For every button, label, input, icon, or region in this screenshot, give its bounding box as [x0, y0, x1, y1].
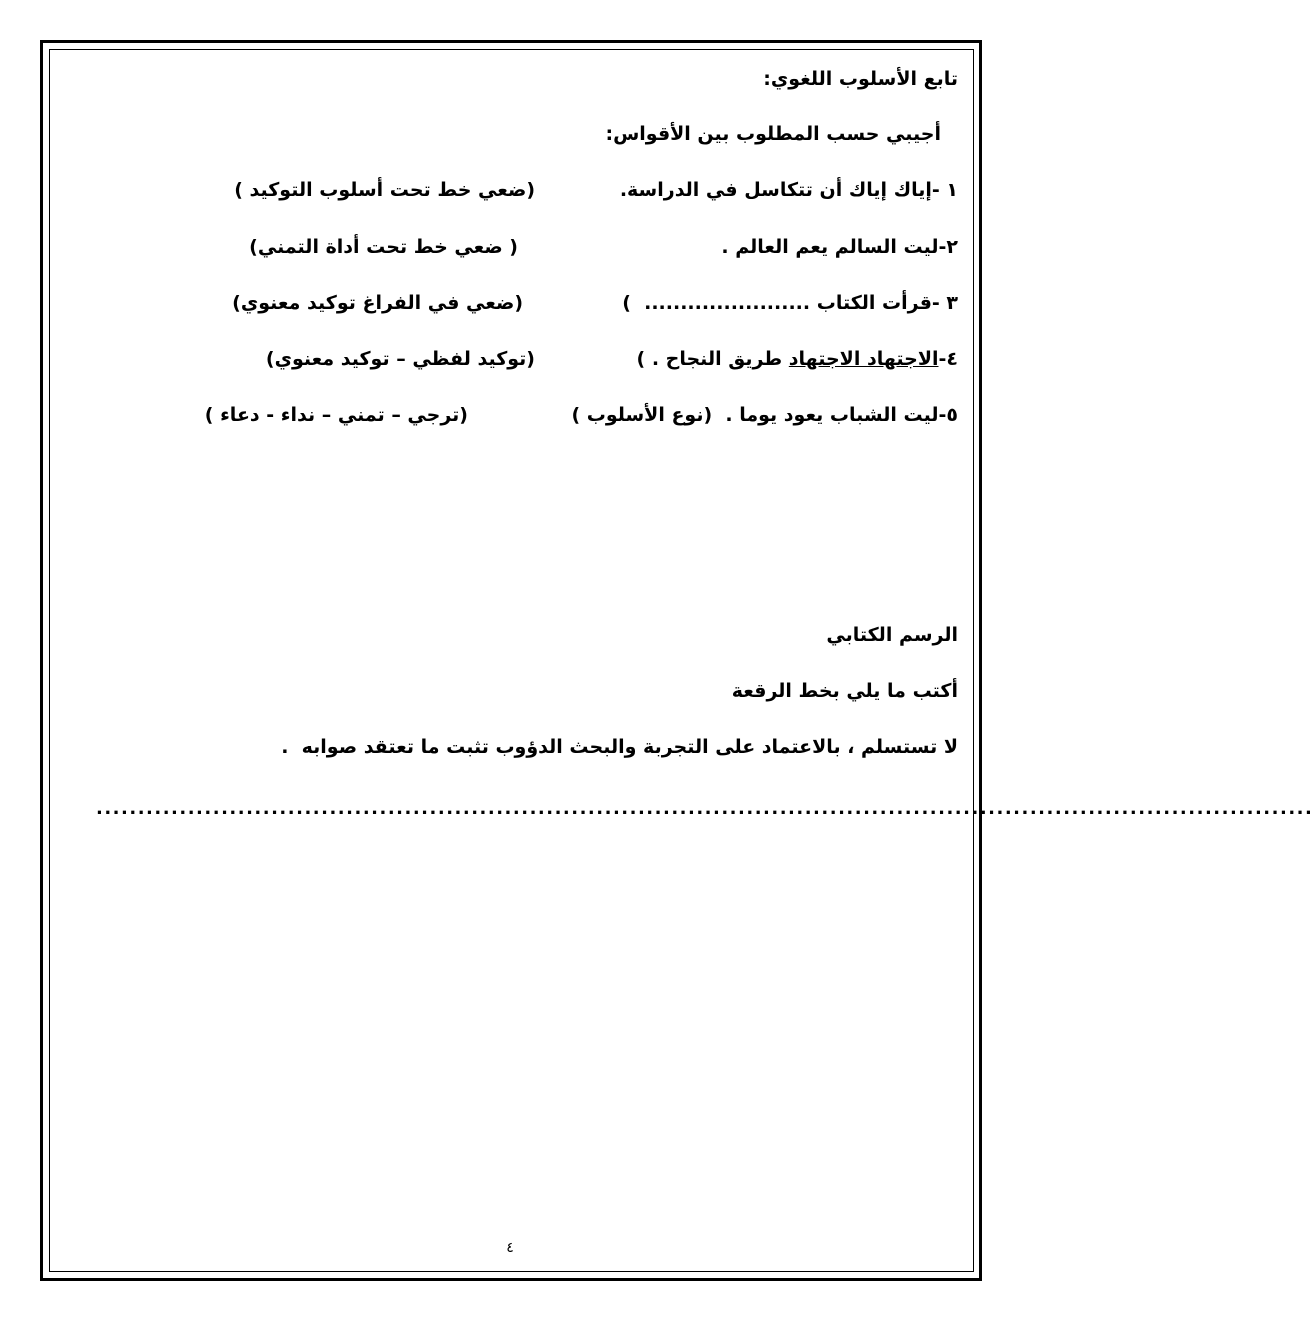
question-3-task: (ضعي في الفراغ توكيد معنوي) [232, 292, 523, 314]
question-4-task: (توكيد لفظي – توكيد معنوي) [265, 348, 535, 370]
instruction: أجيبي حسب المطلوب بين الأقواس: [605, 123, 941, 145]
section-title: تابع الأسلوب اللغوي: [763, 68, 958, 90]
page-number: ٤ [506, 1240, 514, 1256]
question-5-task: (ترجي – تمني – نداء - دعاء ) [204, 404, 468, 426]
page-border-inner [49, 49, 1313, 1272]
question-3-sentence: ٣ -قرأت الكتاب ....................... ) [622, 292, 958, 314]
writing-instruction: أكتب ما يلي بخط الرقعة [731, 680, 958, 702]
question-4-sentence [637, 350, 958, 369]
writing-title: الرسم الكتابي [826, 624, 958, 646]
question-5-sentence: ٥-ليت الشباب يعود يوما . (نوع الأسلوب ) [571, 404, 958, 426]
question-2-sentence: ٢-ليت السالم يعم العالم . [721, 236, 958, 258]
question-4-rest: طريق النجاح . ) [636, 348, 789, 370]
question-4-number: ٤- [938, 348, 958, 370]
question-1-sentence: ١ -إياك إياك أن تتكاسل في الدراسة. [619, 179, 958, 201]
question-4-underlined-words: الاجتهاد الاجتهاد [788, 348, 939, 370]
question-2-task: ( ضعي خط تحت أداة التمني) [249, 236, 518, 258]
question-1-task: (ضعي خط تحت أسلوب التوكيد ) [234, 179, 535, 201]
writing-sentence: لا تستسلم ، بالاعتماد على التجربة والبحث الدؤوب تثبت ما تعتقد صوابه . [281, 736, 958, 758]
answer-line[interactable]: .................................................................................................................................................. [96, 798, 1313, 819]
